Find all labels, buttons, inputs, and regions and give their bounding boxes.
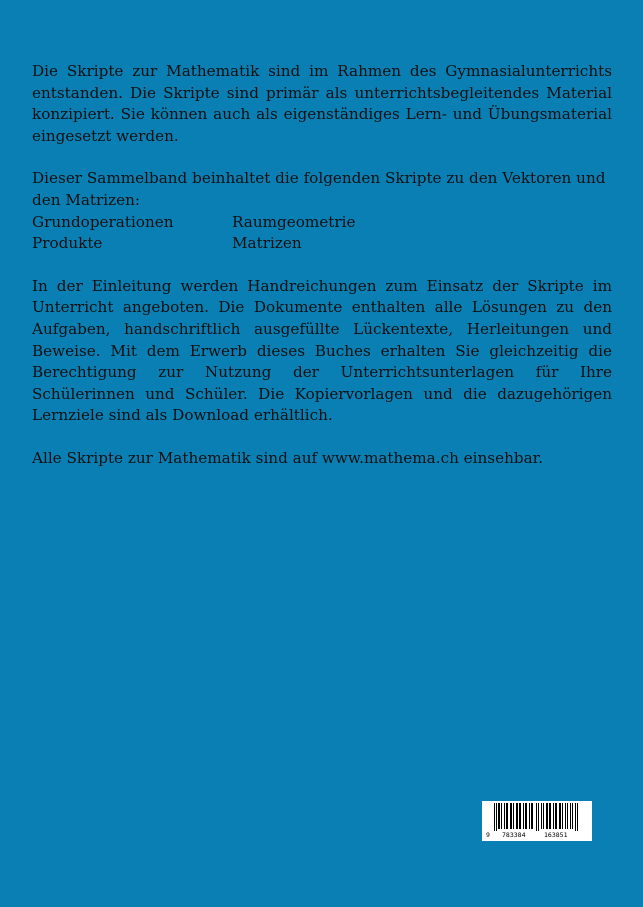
script-item: Raumgeometrie xyxy=(232,212,356,231)
scripts-list xyxy=(32,212,612,255)
barcode-bar xyxy=(516,803,518,829)
barcode-bar xyxy=(506,803,508,829)
barcode-bar xyxy=(525,803,527,829)
barcode-bar xyxy=(531,803,533,829)
script-item: Grundoperationen xyxy=(32,212,174,231)
barcode-bar xyxy=(519,803,521,829)
barcode-bar xyxy=(575,803,576,831)
usage-paragraph: In der Einleitung werden Handreichungen zum Einsatz der Skripte im Unterricht angeboten. Die Dokumente enthalten alle Lösungen zu den Aufgaben, handschriftlich ausgefüllte Lückentexte, Herleitungen und Beweise. Mit dem Erwerb dieses Buches erhalten Sie gleichzeitig die Berechtigung zur Nutzung der Unterrichtsunterlagen für Ihre Schülerinnen und Schüler. Die Kopiervorlagen und die dazugehörigen Lernziele sind als Download erhältlich. xyxy=(32,276,612,425)
barcode-bar xyxy=(494,803,495,831)
barcode-bar xyxy=(546,803,548,829)
barcode-digits-right: 163851 xyxy=(544,831,568,839)
barcode-bar xyxy=(553,803,554,829)
script-item: Produkte xyxy=(32,234,103,253)
barcode-bar xyxy=(498,803,500,829)
barcode-bar xyxy=(567,803,568,829)
intro-paragraph: Die Skripte zur Mathematik sind im Rahmen des Gymnasialunterrichts entstanden. Die Skripte sind primär als unterrichtsbegleitendes Material konzipiert. Sie können auch als eigenständiges Lern- und Übungsmaterial eingesetzt werden. xyxy=(32,62,612,145)
barcode-digits-left: 783384 xyxy=(502,831,526,839)
barcode-bar xyxy=(510,803,512,829)
barcode-bar xyxy=(572,803,573,829)
barcode-bar xyxy=(501,803,502,829)
barcode-bar xyxy=(513,803,514,829)
isbn-barcode xyxy=(482,801,592,841)
barcode-bar xyxy=(570,803,571,829)
barcode-digits xyxy=(482,829,592,841)
collection-lead-line1: Dieser Sammelband beinhaltet die folgenden Skripte zu den Vektoren und xyxy=(32,169,606,188)
website-line: Alle Skripte zur Mathematik sind auf www.mathema.ch einsehbar. xyxy=(32,448,544,467)
script-item: Matrizen xyxy=(232,234,302,253)
barcode-bar xyxy=(549,803,551,829)
barcode-bar xyxy=(529,803,530,829)
barcode-bar xyxy=(562,803,563,829)
barcode-bar xyxy=(536,803,537,831)
barcode-bars xyxy=(482,801,592,831)
barcode-digit-first: 9 xyxy=(486,831,490,839)
barcode-bar xyxy=(504,803,505,829)
barcode-bar xyxy=(496,803,497,831)
barcode-bar xyxy=(523,803,524,829)
barcode-bar xyxy=(559,803,561,829)
barcode-bar xyxy=(565,803,566,829)
collection-lead-line2: den Matrizen: xyxy=(32,190,141,209)
back-cover-text xyxy=(32,61,612,470)
barcode-bar xyxy=(543,803,544,829)
barcode-bar xyxy=(577,803,578,831)
barcode-bar xyxy=(538,803,539,831)
barcode-bar xyxy=(541,803,542,829)
barcode-bar xyxy=(555,803,557,829)
